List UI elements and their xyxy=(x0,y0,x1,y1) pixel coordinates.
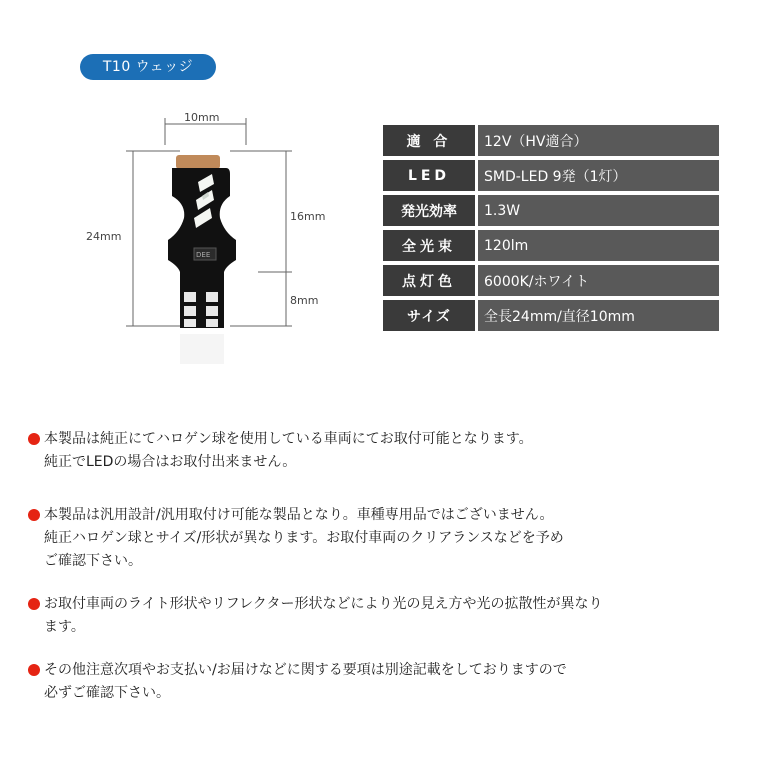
bullet-icon xyxy=(28,509,40,521)
spec-row xyxy=(383,300,719,331)
note-line: 本製品は汎用設計/汎用取付け可能な製品となり。車種専用品ではございません。 xyxy=(44,507,554,523)
upper-dimension-label: 16mm xyxy=(290,210,326,223)
spec-key: 点灯色 xyxy=(383,265,475,296)
note-line: 純正でLEDの場合はお取付出来ません。 xyxy=(44,454,297,470)
note-item xyxy=(28,659,748,705)
note-line: 必ずご確認下さい。 xyxy=(44,685,170,701)
spec-key: 発光効率 xyxy=(383,195,475,226)
spec-value: 1.3W xyxy=(478,195,719,226)
note-line: ます。 xyxy=(44,619,85,635)
note-line: お取付車両のライト形状やリフレクター形状などにより光の見え方や光の拡散性が異なり xyxy=(44,596,603,612)
note-line: 純正ハロゲン球とサイズ/形状が異なります。お取付車両のクリアランスなどを予め xyxy=(44,530,564,546)
width-dimension-label: 10mm xyxy=(184,111,220,124)
note-item xyxy=(28,504,748,573)
lower-dimension-label: 8mm xyxy=(290,294,319,307)
note-line: ご確認下さい。 xyxy=(44,553,142,569)
spec-row xyxy=(383,195,719,226)
spec-key: サイズ xyxy=(383,300,475,331)
spec-table xyxy=(383,125,719,335)
spec-row xyxy=(383,265,719,296)
spec-key: 適 合 xyxy=(383,125,475,156)
svg-text:DEE: DEE xyxy=(196,251,211,259)
spec-key: 全光束 xyxy=(383,230,475,261)
spec-value: 12V（HV適合） xyxy=(478,125,719,156)
bullet-icon xyxy=(28,598,40,610)
spec-value: 全長24mm/直径10mm xyxy=(478,300,719,331)
spec-row xyxy=(383,125,719,156)
bullet-icon xyxy=(28,664,40,676)
product-dimension-diagram xyxy=(80,100,360,400)
led-bulb-illustration xyxy=(80,100,360,400)
note-line: 本製品は純正にてハロゲン球を使用している車両にてお取付可能となります。 xyxy=(44,431,533,447)
spec-value: 120lm xyxy=(478,230,719,261)
product-type-badge: T10 ウェッジ xyxy=(80,54,216,80)
bullet-icon xyxy=(28,433,40,445)
notes-list xyxy=(28,428,748,705)
height-dimension-label: 24mm xyxy=(86,230,122,243)
spec-row xyxy=(383,230,719,261)
spec-key: LED xyxy=(383,160,475,191)
note-item xyxy=(28,428,748,474)
spec-value: SMD-LED 9発（1灯） xyxy=(478,160,719,191)
note-item xyxy=(28,593,748,639)
spec-row xyxy=(383,160,719,191)
spec-value: 6000K/ホワイト xyxy=(478,265,719,296)
note-line: その他注意次項やお支払い/お届けなどに関する要項は別途記載をしておりますので xyxy=(44,662,567,678)
